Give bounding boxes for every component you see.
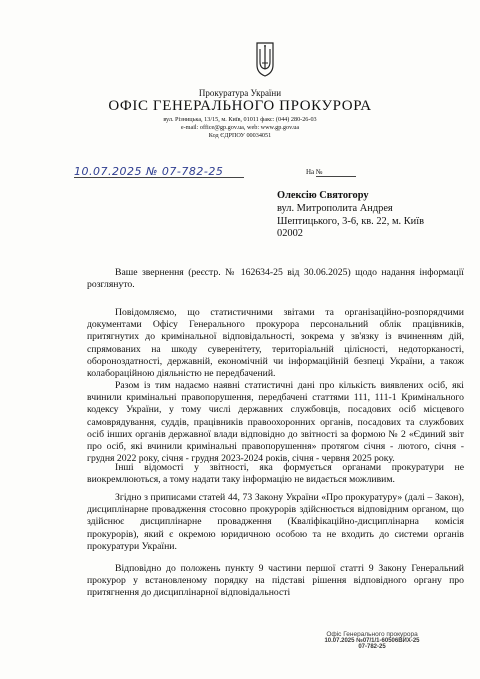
reference-underline (316, 176, 356, 177)
trident-emblem-icon (254, 40, 276, 78)
body-paragraph-records: Повідомляємо, що статистичними звітами та організаційно-розпорядчими документами Офісу Генерального прокурора персональний облік працівників, притягнутих до кримінальної відповідальності, зокрема у зв'язку із вчиненням дій, спрямованих на шкоду суверенітету, територіальній цілісності, недоторканості, обороноздатності, державній, економічній чи інформаційній безпеці України, а також колабораційною діяльністю не передбачений. (87, 307, 464, 380)
body-paragraph-request: Ваше звернення (реєстр. № 162634-25 від 30.06.2025) щодо надання інформації розглянуто. (87, 267, 464, 291)
body-paragraph-law: Згідно з приписами статей 44, 73 Закону України «Про прокуратуру» (далі – Закон), дисциплінарне провадження стосовно прокурорів здійснюється відповідним органом, що здійснює дисциплінарне провадження (Кваліфікаційно-дисциплінарна комісія прокурорів), який є окремою юридичною особою та не входить до системи органів прокуратури України. (87, 492, 464, 552)
addressee-postcode: 02002 (277, 228, 303, 240)
address-line: вул. Різницька, 13/15, м. Київ, 01011 факс: (044) 280-26-03 (163, 116, 317, 123)
body-paragraph-statistics: Разом із тим надаємо наявні статистичні дані про кількість виявлених осіб, які вчинили кримінальні правопорушення, передбачені статтями 111, 111-1 Кримінального кодексу України, у тому числі державних службовців, посадових осіб місцевого самоврядування, суддів, працівників правоохоронних органів, посадових та службових осіб інших органів державної влади відповідно до звітності за формою № 2 «Єдиний звіт про осіб, які вчинили кримінальні правопорушення» протягом січня - лютого, січня - грудня 2022 року, січня - грудня 2023-2024 років, січня - червня 2025 року. (87, 380, 464, 465)
registration-stamp (302, 631, 442, 650)
edrpou-line: Код ЄДРПОУ 00034051 (208, 132, 272, 139)
email-line: e-mail: office@gp.gov.ua, web: www.gp.gov.ua (180, 124, 300, 131)
outgoing-number-underline (74, 177, 244, 178)
addressee-street-cont: Шептицького, 3-6, кв. 22, м. Київ (277, 215, 425, 227)
stamp-code: 07-782-25 (358, 644, 386, 650)
handwritten-outgoing-number: 10.07.2025 № 07-782-25 (74, 165, 224, 178)
addressee-block (277, 190, 424, 241)
body-paragraph-prosecutor: Відповідно до положень пункту 9 частини першої статті 9 Закону Генеральний прокурор у встановленому порядку на підставі рішення відповідного органу про притягнення до дисциплінарної відповідальності (87, 563, 464, 599)
body-paragraph-other-info: Інші відомості у звітності, яка формується органами прокуратури не виокремлюються, а тому надати таку інформацію не видається можливим. (87, 462, 464, 486)
stamp-number: 10.07.2025 №07/1/1-60506ВИХ-25 (324, 638, 420, 644)
organization-name: Прокуратура України (198, 88, 282, 98)
addressee-street: вул. Митрополита Андрея (277, 202, 393, 214)
addressee-name: Олексію Святогору (277, 190, 369, 201)
reference-label: На № (306, 168, 323, 176)
stamp-office: Офіс Генерального прокурора (326, 631, 418, 638)
office-title: ОФІС ГЕНЕРАЛЬНОГО ПРОКУРОРА (108, 98, 372, 114)
